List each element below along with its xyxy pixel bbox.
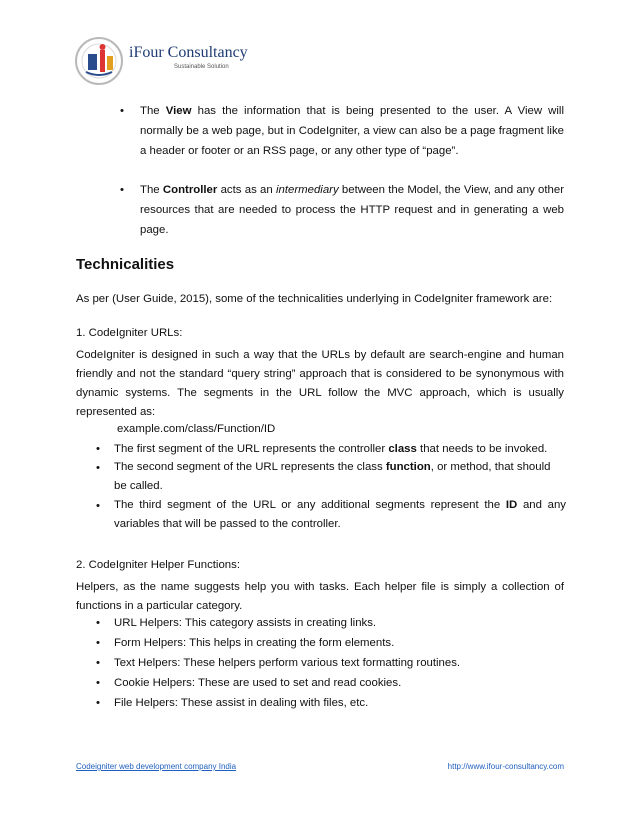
list-item — [114, 496, 566, 534]
section-heading: Technicalities — [76, 256, 175, 273]
example-url: example.com/class/Function/ID — [117, 423, 276, 435]
bullet-icon: • — [96, 500, 100, 512]
bold-term: ID — [505, 499, 518, 511]
text-run: , or method, that should be called. — [114, 461, 551, 492]
subsection-title: 1. CodeIgniter URLs: — [76, 327, 183, 339]
bullet-icon: • — [96, 462, 100, 474]
text-run: has the information that is being presented to the user. A View will normally be a web page, but in CodeIgniter, a view can also be a page fragment like a header or footer or an RSS page, or any other type of “page”. — [140, 105, 564, 157]
bullet-icon: • — [96, 443, 100, 455]
text-run: The — [140, 184, 163, 196]
logo-title: iFour Consultancy — [129, 44, 248, 61]
text-run: The third segment of the URL or any additional segments represent the — [114, 499, 506, 511]
text-run: acts as an — [217, 184, 276, 196]
bold-term: function — [385, 461, 431, 473]
bullet-icon: • — [96, 637, 100, 649]
list-item: File Helpers: These assist in dealing with files, etc. — [114, 697, 369, 709]
bullet-icon: • — [120, 105, 124, 117]
logo-emblem-icon — [74, 36, 124, 86]
list-item — [140, 180, 564, 240]
bullet-icon: • — [120, 184, 124, 196]
company-logo — [74, 36, 248, 86]
bold-term: View — [165, 105, 192, 117]
text-run: The — [140, 105, 166, 117]
text-run: The second segment of the URL represents the class — [114, 461, 386, 473]
italic-term: intermediary — [275, 184, 339, 196]
footer-link-company[interactable]: Codeigniter web development company India — [76, 762, 237, 771]
footer-url: http://www.ifour-consultancy.com — [447, 762, 564, 771]
bullet-icon: • — [96, 617, 100, 629]
list-item: Form Helpers: This helps in creating the form elements. — [114, 637, 395, 649]
list-item — [114, 439, 566, 459]
list-item: Text Helpers: These helpers perform various text formatting routines. — [114, 657, 461, 669]
section-intro: As per (User Guide, 2015), some of the technicalities underlying in CodeIgniter framework are: — [76, 293, 553, 305]
list-item — [114, 458, 566, 496]
text-run: The first segment of the URL represents the controller — [114, 443, 389, 455]
bullet-icon: • — [96, 657, 100, 669]
subsection-title: 2. CodeIgniter Helper Functions: — [76, 559, 240, 571]
bullet-icon: • — [96, 677, 100, 689]
text-run: between the Model, the View, and any other resources that are needed to process the HTTP request and in generating a web page. — [140, 184, 565, 236]
paragraph: Helpers, as the name suggests help you with tasks. Each helper file is simply a collection of functions in a particular category. — [76, 581, 564, 612]
text-run: that needs to be invoked. — [416, 443, 548, 455]
bold-term: class — [388, 443, 417, 455]
paragraph: CodeIgniter is designed in such a way that the URLs by default are search-engine and human friendly and not the standard “query string” approach that is considered to be synonymous with dynamic systems. The segments in the URL follow the MVC approach, which is usually represented as: — [76, 349, 564, 418]
text-run: and any variables that will be passed to the controller. — [114, 499, 567, 530]
bold-term: Controller — [162, 184, 218, 196]
list-item: Cookie Helpers: These are used to set and read cookies. — [114, 677, 402, 689]
list-item — [140, 101, 564, 161]
bullet-icon: • — [96, 697, 100, 709]
list-item: URL Helpers: This category assists in creating links. — [114, 617, 377, 629]
logo-tagline: Sustainable Solution — [174, 64, 229, 70]
